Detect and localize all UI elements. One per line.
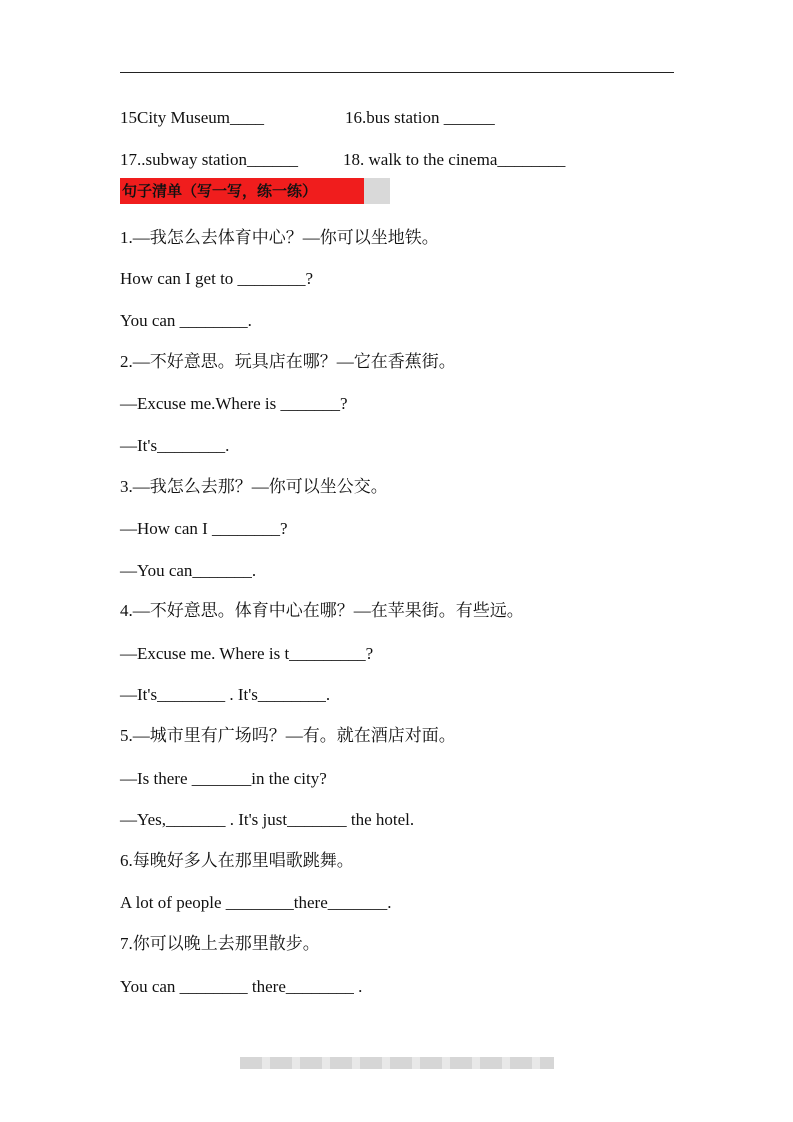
vocab-item-18: 18. walk to the cinema________ (343, 150, 566, 169)
sentence-5-chinese: 5.—城市里有广场吗？—有。就在酒店对面。 (120, 726, 456, 745)
sentence-7-english: You can ________ there________ . (120, 977, 363, 996)
vocab-item-16: 16.bus station ______ (345, 108, 495, 127)
sentence-7-chinese: 7.你可以晚上去那里散步。 (120, 934, 320, 953)
sentence-6-chinese: 6.每晚好多人在那里唱歌跳舞。 (120, 851, 354, 870)
sentence-2-chinese: 2.—不好意思。玩具店在哪？—它在香蕉街。 (120, 352, 456, 371)
sentence-1-question: How can I get to ________? (120, 269, 314, 288)
sentence-5-answer: —Yes,_______ . It's just_______ the hotel. (120, 810, 415, 829)
sentence-3-question: —How can I ________? (120, 519, 288, 538)
sentence-3-answer: —You can_______. (120, 561, 257, 580)
sentence-1-answer: You can ________. (120, 311, 252, 330)
sentence-4-question: —Excuse me. Where is t_________? (120, 644, 374, 663)
sentence-3-chinese: 3.—我怎么去那？—你可以坐公交。 (120, 477, 388, 496)
sentence-5-question: —Is there _______in the city? (120, 769, 327, 788)
vocab-item-15: 15City Museum____ (120, 108, 265, 127)
sentence-4-chinese: 4.—不好意思。体育中心在哪？—在苹果街。有些远。 (120, 601, 524, 620)
footer-watermark (240, 1057, 554, 1069)
sentence-2-answer: —It's________. (120, 436, 230, 455)
sentence-2-question: —Excuse me.Where is _______? (120, 394, 348, 413)
vocab-item-17: 17..subway station______ (120, 150, 299, 169)
sentence-1-chinese: 1.—我怎么去体育中心？—你可以坐地铁。 (120, 228, 439, 247)
sentence-4-answer: —It's________ . It's________. (120, 685, 331, 704)
top-rule (120, 72, 674, 73)
sentence-6-english: A lot of people ________there_______. (120, 893, 392, 912)
section-heading: 句子清单（写一写，练一练） (120, 178, 390, 204)
